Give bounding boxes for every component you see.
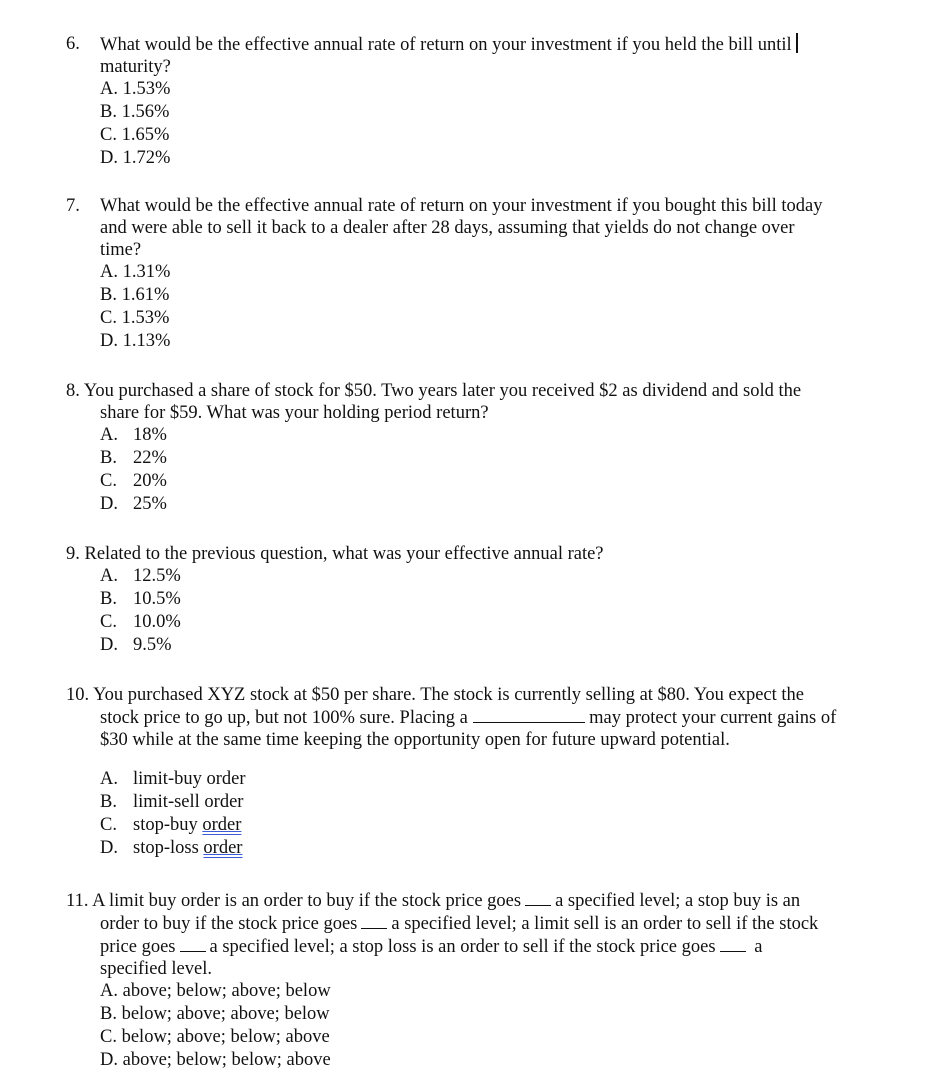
fill-in-blank [361, 912, 387, 929]
question-6 [66, 33, 896, 170]
question-text: A limit buy order is an order to buy if the stock price goes [92, 891, 522, 911]
option-b: B. 10.5% [100, 589, 181, 609]
option-c: C. 20% [100, 471, 167, 491]
option-b: B. 22% [100, 448, 167, 468]
question-number: 6. [66, 34, 80, 54]
option-c: C. stop-buy order [100, 815, 242, 835]
text-cursor [796, 33, 798, 53]
option-a: A. 18% [100, 425, 167, 445]
question-text: share for $59. What was your holding period return? [100, 403, 489, 423]
fill-in-blank [473, 706, 585, 723]
question-9 [66, 543, 896, 657]
option-c: C. below; above; below; above [100, 1027, 330, 1047]
answer-options [66, 261, 896, 353]
option-a: A. 1.53% [100, 79, 171, 99]
question-text-line: price goes a specified level; a stop loss is an order to sell if the stock price goes a [100, 937, 763, 957]
option-d: D. above; below; below; above [100, 1050, 331, 1070]
question-text: $30 while at the same time keeping the opportunity open for future upward potential. [100, 730, 730, 750]
question-text: maturity? [100, 57, 171, 77]
question-text: specified level. [100, 959, 212, 979]
answer-options [66, 765, 896, 860]
question-text-line: order to buy if the stock price goes a specified level; a limit sell is an order to sell if the stock [100, 914, 819, 934]
question-10 [66, 684, 896, 860]
fill-in-blank [720, 935, 746, 952]
question-7 [66, 195, 896, 353]
option-a: A. 1.31% [100, 262, 171, 282]
option-d: D. stop-loss order [100, 838, 243, 858]
spellcheck-underline: order [202, 815, 242, 835]
question-text: a specified level; a stop buy is an [555, 891, 801, 911]
option-d: D. 1.72% [100, 148, 171, 168]
answer-options [66, 980, 896, 1072]
fill-in-blank [525, 889, 551, 906]
option-b: B. 1.61% [100, 285, 170, 305]
option-b: B. limit-sell order [100, 792, 244, 812]
option-a: A. above; below; above; below [100, 981, 331, 1001]
question-number: 11. [66, 891, 89, 911]
answer-options [66, 424, 896, 516]
option-b: B. below; above; above; below [100, 1004, 330, 1024]
question-stem [66, 684, 896, 751]
option-d: D. 1.13% [100, 331, 171, 351]
question-number: 8. [66, 381, 80, 401]
question-text: and were able to sell it back to a dealer after 28 days, assuming that yields do not change over [100, 218, 795, 238]
question-number: 7. [66, 196, 80, 216]
question-stem [66, 380, 896, 424]
option-d: D. 9.5% [100, 635, 172, 655]
option-a: A. limit-buy order [100, 769, 246, 789]
answer-options [66, 78, 896, 170]
question-text: time? [100, 240, 142, 260]
question-11 [66, 889, 896, 1072]
question-text: You purchased XYZ stock at $50 per share. The stock is currently selling at $80. You expect the [93, 685, 805, 705]
question-text: What would be the effective annual rate of return on your investment if you held the bill until [100, 35, 792, 55]
answer-options [66, 565, 896, 657]
option-d: D. 25% [100, 494, 167, 514]
option-c: C. 10.0% [100, 612, 181, 632]
question-stem [66, 889, 896, 980]
option-b: B. 1.56% [100, 102, 170, 122]
option-c: C. 1.65% [100, 125, 170, 145]
fill-in-blank [180, 935, 206, 952]
question-stem [66, 33, 896, 78]
question-number: 9. [66, 544, 80, 564]
question-stem [66, 195, 896, 261]
question-number: 10. [66, 685, 90, 705]
option-c: C. 1.53% [100, 308, 170, 328]
question-text: What would be the effective annual rate of return on your investment if you bought this bill today [100, 196, 823, 216]
question-text: Related to the previous question, what was your effective annual rate? [84, 544, 604, 564]
option-a: A. 12.5% [100, 566, 181, 586]
question-text: You purchased a share of stock for $50. Two years later you received $2 as dividend and sold the [83, 381, 802, 401]
question-8 [66, 380, 896, 516]
question-text-line: stock price to go up, but not 100% sure. Placing a may protect your current gains of [100, 708, 837, 728]
spellcheck-underline: order [203, 838, 243, 858]
question-stem [66, 543, 896, 565]
